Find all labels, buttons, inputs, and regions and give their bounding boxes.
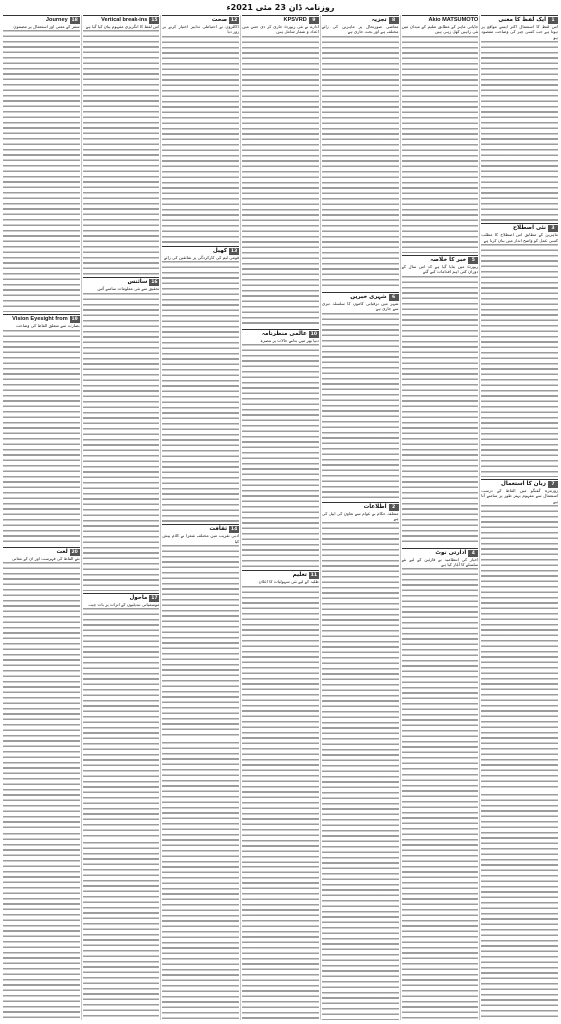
article-body: اخبار کی انتظامیہ نے قارئین کے لیے نئے سلسلے کا آغاز کیا ہے	[401, 556, 479, 568]
article-text-lines	[83, 608, 160, 839]
article-headline	[162, 15, 239, 24]
article-headline-text: ماحول	[129, 594, 148, 601]
article-text-lines	[322, 36, 399, 290]
article	[162, 15, 239, 244]
article-number-badge: 8	[389, 17, 399, 24]
article-body: طلبہ کے لیے نئی سہولیات کا اعلان	[258, 579, 319, 585]
column-2	[400, 15, 480, 1020]
article-body: ڈاکٹروں نے احتیاطی تدابیر اختیار کرنے پر زور دیا	[162, 24, 240, 35]
article-body: اس لفظ کا استعمال اکثر ایسے مواقع پر ہوتا ہے جب کسی چیز کی وضاحت مقصود ہو	[481, 24, 558, 40]
article	[481, 15, 558, 221]
article	[402, 548, 479, 772]
column-text-lines	[162, 742, 239, 1020]
article-number-badge: 19	[71, 317, 78, 323]
article-headline	[322, 15, 399, 24]
article-text-lines	[322, 522, 399, 762]
article-headline	[162, 524, 239, 533]
article-headline-text: Vertical break-ins	[101, 17, 148, 23]
column-4	[240, 15, 320, 1020]
column-6	[81, 15, 161, 1020]
article-number-badge: 5	[468, 257, 478, 264]
article-headline-text: نئی اصطلاح	[512, 225, 546, 232]
article-headline	[402, 255, 479, 264]
article	[242, 329, 319, 568]
article-headline	[83, 277, 160, 286]
column-text-lines	[481, 794, 558, 1020]
article-body: ماہرین کے مطابق اس اصطلاح کا مطلب کسی عمل کو واضح انداز میں بیان کرنا ہے	[481, 232, 558, 243]
article-text-lines	[402, 568, 479, 771]
article	[83, 593, 160, 839]
article-headline	[242, 15, 319, 24]
article-number-badge: 2	[389, 504, 399, 511]
article-text-lines	[481, 505, 558, 791]
article-number-badge: 6	[389, 294, 399, 301]
article-headline	[322, 292, 399, 301]
article-headline-text: عالمی منظرنامہ	[261, 330, 307, 337]
article-text-lines	[83, 30, 160, 275]
article-number-badge: 18	[71, 18, 78, 23]
article-headline	[162, 246, 239, 255]
article-body: بصارت سے متعلق الفاظ کی وضاحت	[15, 323, 80, 329]
column-text-lines	[242, 866, 319, 1020]
article-headline-text: ایک لفظ کا معنی	[498, 17, 546, 23]
article-text-lines	[481, 41, 558, 221]
article-headline	[402, 548, 479, 557]
article-number-badge: 3	[548, 225, 558, 232]
column-text-lines	[3, 833, 80, 1020]
article-headline-text: Akio MATSUMOTO	[428, 17, 479, 23]
article-text-lines	[481, 244, 558, 477]
article-body: تحقیق سے نئی معلومات سامنے آئیں	[97, 286, 160, 292]
article-body: متعلقہ حکام نے عوام سے تعاون کی اپیل کی ہے	[321, 510, 399, 522]
article-headline	[242, 329, 319, 338]
article-body: جاپانی ماہر کے مطابق تعلیم کے میدان میں نئی راہیں کھل رہی ہیں	[401, 24, 479, 35]
article-text-lines	[402, 276, 479, 546]
column-text-lines	[322, 765, 399, 1020]
article-number-badge: 13	[230, 248, 238, 254]
article	[402, 255, 479, 546]
article-headline	[3, 15, 80, 24]
article-headline	[481, 223, 558, 232]
article	[83, 277, 160, 590]
article-headline	[242, 570, 319, 579]
column-7	[2, 15, 81, 1020]
article-body: ادبی تقریب میں مختلف شعرا نے کلام پیش کیا	[162, 533, 240, 544]
column-3	[320, 15, 400, 1020]
article-headline-text: خبر کا خلاصہ	[430, 256, 467, 263]
article-text-lines	[162, 545, 239, 739]
article-number-badge: 12	[230, 18, 238, 23]
article	[242, 15, 319, 327]
article-text-lines	[242, 36, 319, 327]
article-body: شہر میں ترقیاتی کاموں کا سلسلہ تیزی سے جاری ہے	[321, 300, 399, 312]
article-headline-text: KPSVRD	[283, 17, 307, 23]
article	[3, 314, 80, 544]
article	[402, 15, 479, 253]
article-text-lines	[242, 344, 319, 568]
column-text-lines	[83, 842, 160, 1020]
article-headline	[481, 479, 558, 488]
article-body: اس لفظ کا انگریزی مفہوم بیان کیا گیا ہے	[85, 24, 160, 29]
article-number-badge: 4	[468, 550, 478, 557]
article-text-lines	[242, 586, 319, 863]
article-headline-text: تجزیہ	[371, 17, 387, 23]
article-body: سفر کے معنی اور استعمال پر مضمون	[13, 24, 80, 29]
article-body: نئے الفاظ کی فہرست اور ان کے معانی	[11, 555, 80, 561]
newspaper-page	[2, 15, 559, 1020]
column-5	[160, 15, 240, 1020]
article-number-badge: 7	[548, 481, 558, 488]
article-number-badge: 16	[151, 280, 158, 286]
article-headline-text: شہری خبریں	[350, 293, 387, 300]
article-body: ادارے نے نئی رپورٹ جاری کر دی جس میں اعداد و شمار شامل ہیں	[242, 24, 319, 35]
article-headline-text: لغت	[56, 548, 68, 555]
column-1	[479, 15, 559, 1020]
article-number-badge: 17	[151, 595, 158, 601]
article	[3, 547, 80, 830]
article-body: قومی ٹیم کی کارکردگی پر شائقین کی رائے	[163, 254, 240, 260]
article-headline-text: زبان کا استعمال	[500, 481, 546, 488]
article	[83, 15, 160, 275]
article-headline-text: تعلیم	[292, 572, 307, 579]
article-number-badge: 10	[310, 331, 318, 337]
article-number-badge: 14	[230, 527, 238, 533]
article-headline	[3, 547, 80, 556]
article	[242, 570, 319, 862]
article-text-lines	[162, 36, 239, 244]
article-text-lines	[3, 330, 80, 545]
article-text-lines	[162, 261, 239, 522]
article-body: دنیا بھر میں بدلتے حالات پر تبصرہ	[260, 337, 319, 343]
article-headline-text: اطلاعات	[363, 503, 387, 510]
article	[322, 15, 399, 290]
article-headline	[83, 593, 160, 602]
article-headline	[322, 502, 399, 511]
article-number-badge: 20	[71, 549, 78, 555]
article	[162, 246, 239, 522]
article-text-lines	[322, 313, 399, 500]
article-headline-text: سائنس	[127, 279, 148, 286]
article-body: رپورٹ میں بتایا گیا ہے کہ اس سال کے دوران کئی اہم اقدامات کیے گئے	[401, 263, 479, 275]
article-headline-text: ادارتی نوٹ	[435, 549, 467, 556]
article-body: موسمیاتی تبدیلیوں کے اثرات پر بات چیت	[88, 601, 160, 607]
article-text-lines	[402, 36, 479, 253]
article	[3, 15, 80, 312]
article-number-badge: 9	[309, 17, 319, 24]
article-body: روزمرہ گفتگو میں الفاظ کے درست استعمال سے مفہوم بہتر طور پر سامنے آتا ہے	[481, 488, 558, 504]
article-headline	[83, 15, 160, 24]
article	[162, 524, 239, 739]
article	[481, 223, 558, 477]
article	[322, 292, 399, 500]
article-text-lines	[83, 293, 160, 591]
article-headline-text: Vision Eyesight from	[12, 316, 68, 323]
article-headline-text: Journey	[45, 17, 68, 23]
article-headline	[481, 15, 558, 24]
article	[322, 502, 399, 763]
column-text-lines	[402, 774, 479, 1020]
article-headline-text: ثقافت	[209, 526, 228, 533]
article-headline	[3, 314, 80, 323]
article-number-badge: 15	[151, 18, 158, 23]
article-text-lines	[3, 30, 80, 312]
article-text-lines	[3, 562, 80, 830]
article-headline-text: صحت	[211, 17, 228, 23]
article	[481, 479, 558, 791]
article-headline	[402, 15, 479, 24]
article-number-badge: 11	[310, 573, 318, 579]
article-body: معاشی صورتحال پر ماہرین کی رائے مختلف ہے اور بحث جاری ہے	[321, 24, 399, 35]
article-headline-text: کھیل	[212, 247, 228, 254]
article-number-badge: 1	[548, 17, 558, 24]
masthead-date: روزنامہ ڈان 23 مئی 2021ء	[226, 2, 335, 12]
